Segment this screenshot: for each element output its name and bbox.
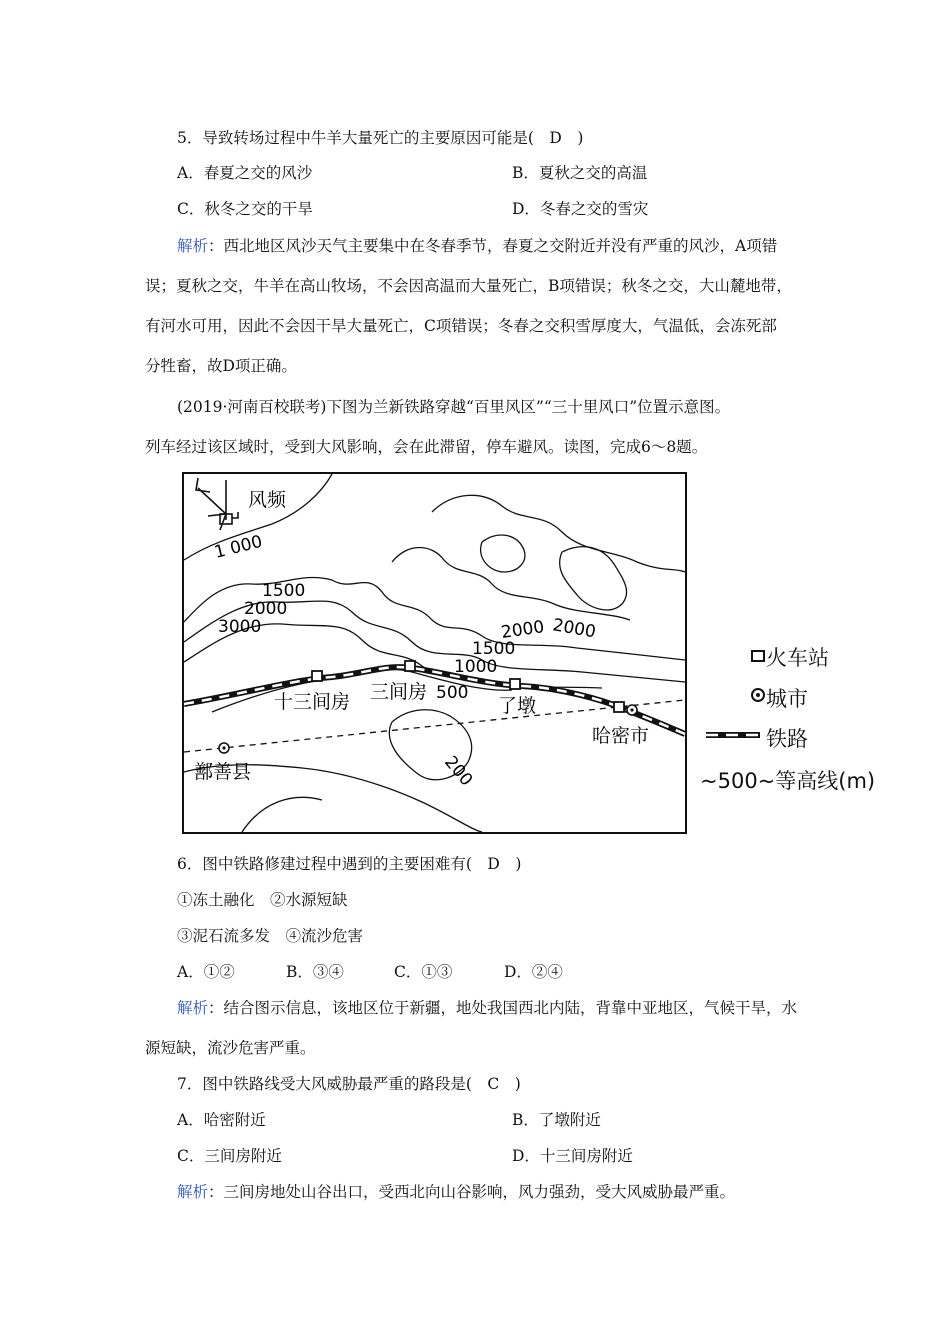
q7-option-c: C．三间房附近 (177, 1147, 282, 1165)
city-legend-icon (752, 689, 764, 701)
intro-line-2: 列车经过该区域时，受到大风影响，会在此滞留，停车避风。读图，完成6～8题。 (145, 438, 708, 456)
place-liaodun: 了墩 (498, 695, 537, 717)
intro-line-1: (2019·河南百校联考)下图为兰新铁路穿越“百里风区”“三十里风口”位置示意图。 (177, 398, 731, 416)
contour-label: 500 (436, 683, 469, 703)
contour-label: 3000 (218, 617, 262, 637)
q7-analysis-line (177, 1182, 735, 1202)
q6-items-2: ③泥石流多发 ④流沙危害 (177, 927, 364, 945)
analysis-label: 解析 (177, 1183, 209, 1201)
station-icon (312, 671, 322, 681)
legend-contour-label: ~500~等高线(m) (700, 769, 876, 793)
q6-option-c: C．①③ (394, 963, 453, 981)
q6-option-d: D．②④ (504, 963, 563, 981)
q5-option-c: C．秋冬之交的干旱 (177, 200, 313, 218)
q7-option-d: D．十三间房附近 (512, 1147, 633, 1165)
q5-stem: 5．导致转场过程中牛羊大量死亡的主要原因可能是( D ) (177, 129, 584, 147)
q6-option-a: A．①② (177, 963, 235, 981)
q7-stem: 7．图中铁路线受大风威胁最严重的路段是( C ) (177, 1075, 521, 1093)
q7-option-b: B．了墩附近 (512, 1111, 601, 1129)
map-legend (700, 640, 940, 800)
q6-items-1: ①冻土融化 ②水源短缺 (177, 891, 348, 909)
legend-station-label: 火车站 (766, 646, 829, 670)
analysis-label: 解析 (177, 999, 209, 1017)
contour-label: 1500 (472, 639, 516, 659)
q5-analysis-line-4: 分牲畜，故D项正确。 (145, 357, 297, 375)
place-hami: 哈密市 (592, 725, 650, 747)
q5-analysis-line-2: 误；夏秋之交，牛羊在高山牧场，不会因高温而大量死亡，B项错误；秋冬之交，大山麓地带， (145, 277, 792, 295)
q5-option-d: D．冬春之交的雪灾 (512, 200, 649, 218)
legend-city-label: 城市 (766, 687, 808, 711)
contour-label: 1000 (454, 657, 498, 677)
contour-label: 1500 (262, 581, 306, 601)
station-legend-icon (752, 651, 764, 661)
place-sanjianfang: 三间房 (370, 681, 428, 703)
q6-stem: 6．图中铁路修建过程中遇到的主要困难有( D ) (177, 855, 522, 873)
q5-option-a: A．春夏之交的风沙 (177, 164, 313, 182)
place-shanshan: 鄯善县 (194, 761, 252, 783)
contour-label: 200 (440, 752, 477, 791)
q6-analysis-line-2: 源短缺，流沙危害严重。 (145, 1039, 316, 1057)
contour-label: 1 000 (212, 531, 265, 563)
q6-analysis-line-1 (177, 998, 797, 1018)
place-shisanjianfang: 十三间房 (274, 691, 351, 713)
station-icon (510, 679, 520, 689)
analysis-text: ：三间房地处山谷出口，受西北向山谷影响，风力强劲，受大风威胁最严重。 (208, 1183, 736, 1201)
station-icon (614, 702, 624, 712)
contour-label: 2000 (551, 615, 598, 643)
contour-label: 2000 (244, 599, 288, 619)
contour-label: 2000 (499, 617, 546, 643)
q7-option-a: A．哈密附近 (177, 1111, 266, 1129)
q5-analysis-line-3: 有河水可用，因此不会因干旱大量死亡，C项错误；冬春之交积雪厚度大，气温低，会冻死部 (145, 317, 777, 335)
map-figure (182, 472, 687, 834)
analysis-label: 解析 (177, 237, 209, 255)
station-icon (405, 661, 415, 671)
wind-frequency-label: 风频 (248, 489, 287, 511)
analysis-text: ：结合图示信息，该地区位于新疆，地处我国西北内陆，背靠中亚地区，气候干旱，水 (208, 999, 798, 1017)
analysis-text: ：西北地区风沙天气主要集中在冬春季节，春夏之交附近并没有严重的风沙，A项错 (208, 237, 778, 255)
q6-option-b: B．③④ (286, 963, 344, 981)
q5-analysis-line-1 (177, 236, 777, 256)
legend-railway-label: 铁路 (766, 727, 808, 751)
q5-option-b: B．夏秋之交的高温 (512, 164, 648, 182)
